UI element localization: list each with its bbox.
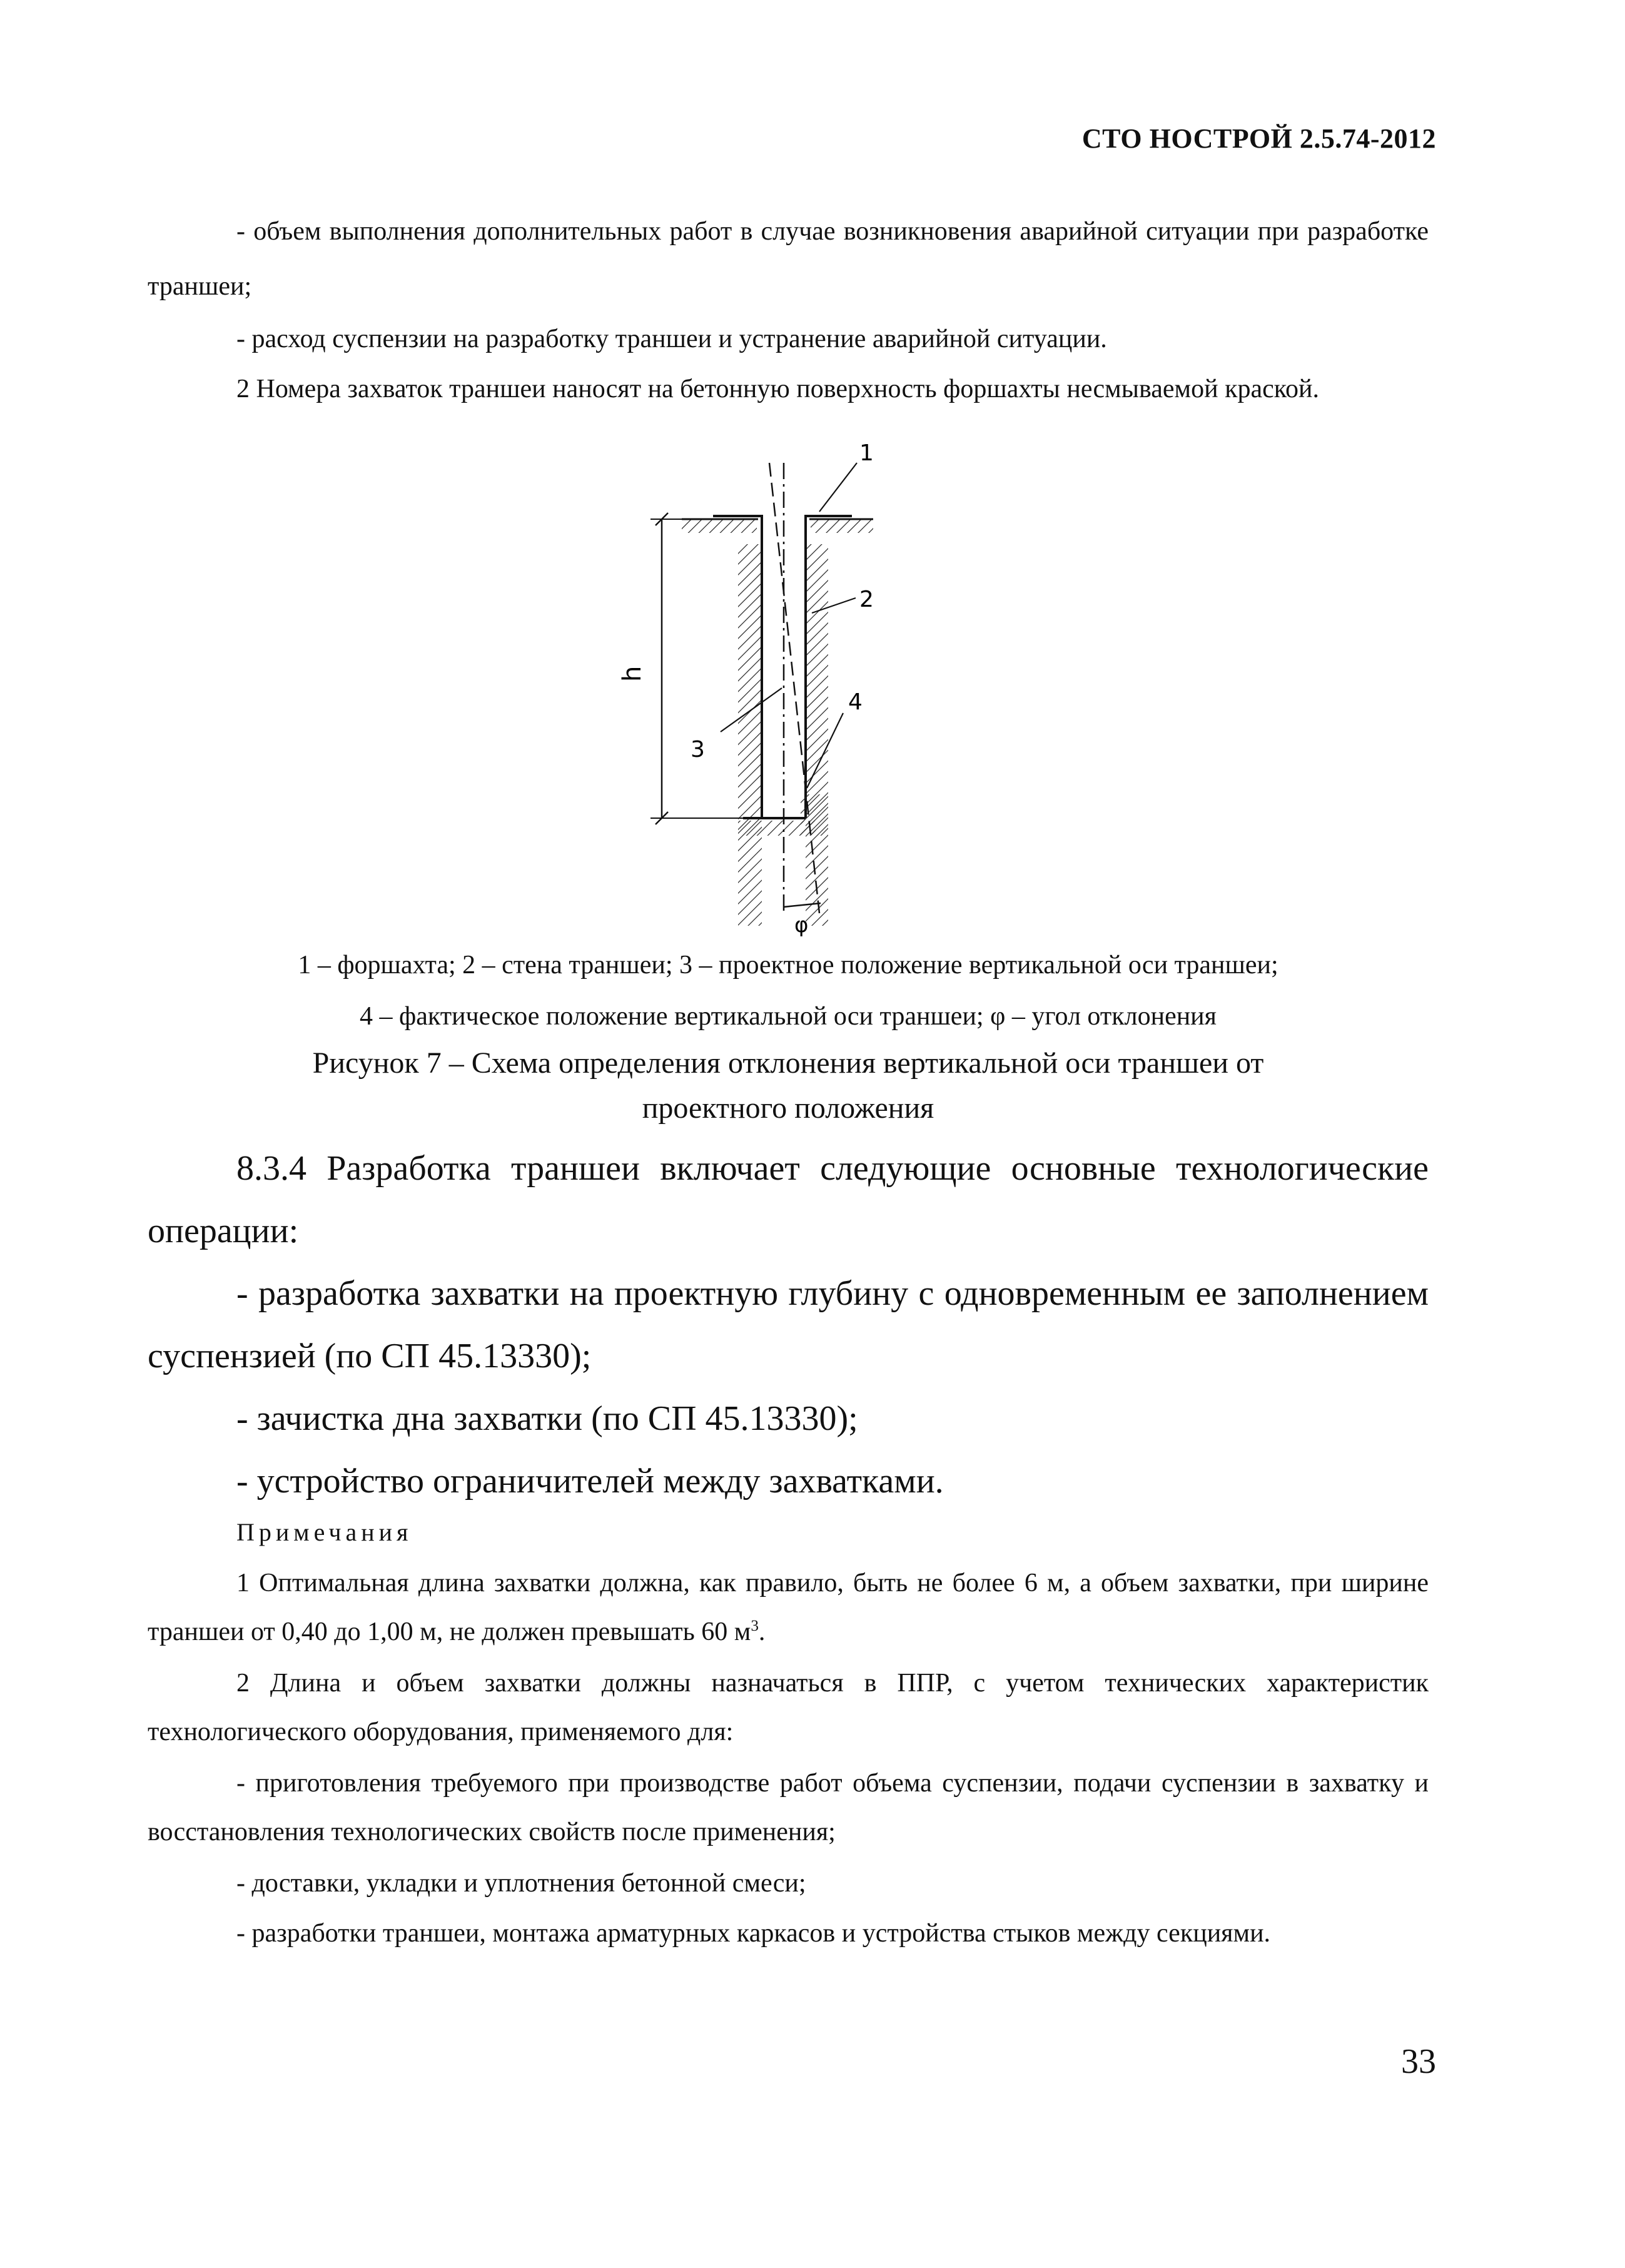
label-phi: φ (794, 913, 809, 938)
note-2: 2 Длина и объем захватки должны назначаться в ППР, с учетом технических характеристик технологического оборудования, применяемого для: (148, 1669, 1429, 1746)
document-code-header: СТО НОСТРОЙ 2.5.74-2012 (1081, 123, 1436, 154)
intro-note-2: 2 Номера захваток траншеи наносят на бетонную поверхность форшахты несмываемой краской. (236, 375, 1320, 403)
intro-item-2: - расход суспензии на разработку траншеи и устранение аварийной ситуации. (236, 325, 1107, 353)
page-number: 33 (1401, 2042, 1436, 2081)
figure-legend-line-1: 1 – форшахта; 2 – стена траншеи; 3 – проектное положение вертикальной оси траншеи; (298, 951, 1278, 980)
label-3: 3 (691, 737, 705, 762)
figure-title-line-1: Рисунок 7 – Схема определения отклонения вертикальной оси траншеи от (312, 1046, 1264, 1080)
trench-wall-hatch-left (738, 544, 762, 926)
note-2-item-a: - приготовления требуемого при производстве работ объема суспензии, подачи суспензии в захватку и восстановления технологических свойств после применения; (148, 1769, 1429, 1846)
trench-deviation-diagram (613, 438, 901, 938)
section-lead: 8.3.4 Разработка траншеи включает следующие основные технологические операции: (148, 1149, 1429, 1250)
note-1-end: . (758, 1617, 766, 1646)
operation-2: - зачистка дна захватки (по СП 45.13330); (236, 1399, 858, 1438)
ground-hatch-left (682, 519, 757, 533)
notes-label: Примечания (236, 1518, 413, 1546)
note-2-item-b: - доставки, укладки и уплотнения бетонной смеси; (236, 1869, 806, 1898)
operation-1: - разработка захватки на проектную глубину с одновременным ее заполнением суспензией (по СП 45.13330); (148, 1274, 1429, 1375)
label-2: 2 (859, 587, 874, 612)
note-2-item-c: - разработки траншеи, монтажа арматурных каркасов и устройства стыков между секциями. (236, 1919, 1271, 1948)
operation-3: - устройство ограничителей между захватками. (236, 1462, 944, 1501)
intro-item-1: - объем выполнения дополнительных работ в случае возникновения аварийной ситуации при разработке траншеи; (148, 217, 1429, 301)
trench-wall-hatch-right (806, 544, 828, 926)
label-h: h (618, 666, 647, 682)
figure-legend-line-2: 4 – фактическое положение вертикальной оси траншеи; φ – угол отклонения (360, 1002, 1217, 1031)
note-1-text: 1 Оптимальная длина захватки должна, как правило, быть не более 6 м, а объем захватки, при ширине траншеи от 0,40 до 1,00 м, не должен превышать 60 м (148, 1569, 1429, 1646)
note-1-superscript: 3 (751, 1617, 759, 1634)
note-1 (148, 1559, 1429, 1656)
label-1: 1 (859, 440, 874, 466)
figure-title-line-2: проектного положения (642, 1091, 934, 1125)
ground-hatch-right (811, 519, 873, 533)
label-4: 4 (848, 689, 863, 715)
